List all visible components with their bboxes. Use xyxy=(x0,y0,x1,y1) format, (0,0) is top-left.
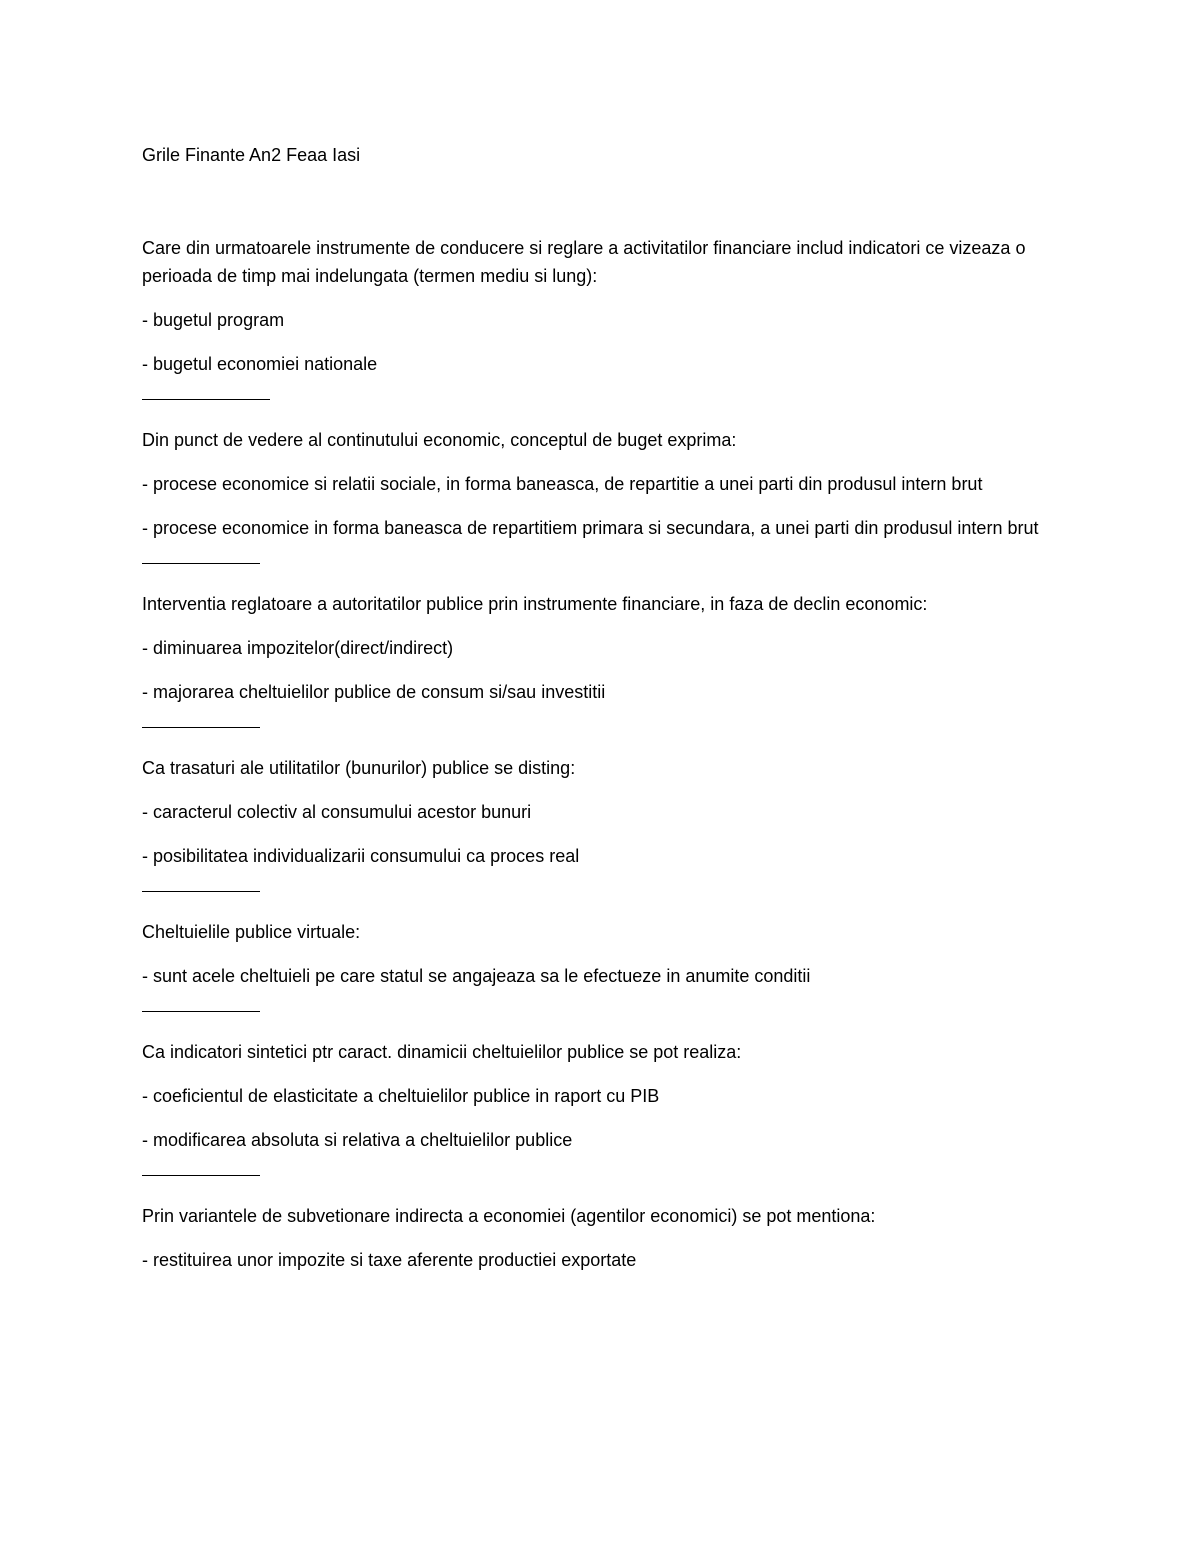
answer-text: - majorarea cheltuielilor publice de consum si/sau investitii xyxy=(142,682,606,702)
answer-text: - procese economice si relatii sociale, in forma baneasca, de repartitie a unei parti din produsul intern brut xyxy=(142,474,983,494)
answer-text: - bugetul program xyxy=(142,310,285,330)
question-text: Prin variantele de subvetionare indirecta a economiei (agentilor economici) se pot mentiona: xyxy=(142,1206,876,1226)
separator-line xyxy=(142,1010,260,1012)
answer-text: - procese economice in forma baneasca de repartitiem primara si secundara, a unei parti din produsul intern brut xyxy=(142,518,1039,538)
question-block xyxy=(142,426,1050,542)
answer-text: - modificarea absoluta si relativa a cheltuielilor publice xyxy=(142,1130,573,1150)
question-block xyxy=(142,918,1050,990)
answer-text: - sunt acele cheltuieli pe care statul se angajeaza sa le efectueze in anumite conditii xyxy=(142,966,811,986)
question-text: Ca indicatori sintetici ptr caract. dinamicii cheltuielilor publice se pot realiza: xyxy=(142,1042,742,1062)
question-text: Cheltuielile publice virtuale: xyxy=(142,922,361,942)
answer-text: - diminuarea impozitelor(direct/indirect) xyxy=(142,638,454,658)
question-text: Din punct de vedere al continutului economic, conceptul de buget exprima: xyxy=(142,430,737,450)
question-block xyxy=(142,590,1050,706)
answer-text: - caracterul colectiv al consumului acestor bunuri xyxy=(142,802,532,822)
answer-text: - bugetul economiei nationale xyxy=(142,354,378,374)
answer-text: - coeficientul de elasticitate a cheltuielilor publice in raport cu PIB xyxy=(142,1086,660,1106)
question-block xyxy=(142,234,1050,378)
question-block xyxy=(142,1038,1050,1154)
question-text: Interventia reglatoare a autoritatilor publice prin instrumente financiare, in faza de declin economic: xyxy=(142,594,928,614)
document-title: Grile Finante An2 Feaa Iasi xyxy=(142,145,361,165)
separator-line xyxy=(142,726,260,728)
question-text: Care din urmatoarele instrumente de conducere si reglare a activitatilor financiare includ indicatori ce vizeaza o perioada de timp mai indelungata (termen mediu si lung): xyxy=(142,238,1026,286)
separator-line xyxy=(142,562,260,564)
separator-line xyxy=(142,1174,260,1176)
question-text: Ca trasaturi ale utilitatilor (bunurilor) publice se disting: xyxy=(142,758,576,778)
separator-line xyxy=(142,890,260,892)
separator-line xyxy=(142,398,270,400)
question-block xyxy=(142,754,1050,870)
answer-text: - restituirea unor impozite si taxe aferente productiei exportate xyxy=(142,1250,637,1270)
answer-text: - posibilitatea individualizarii consumului ca proces real xyxy=(142,846,580,866)
question-block xyxy=(142,1202,1050,1274)
